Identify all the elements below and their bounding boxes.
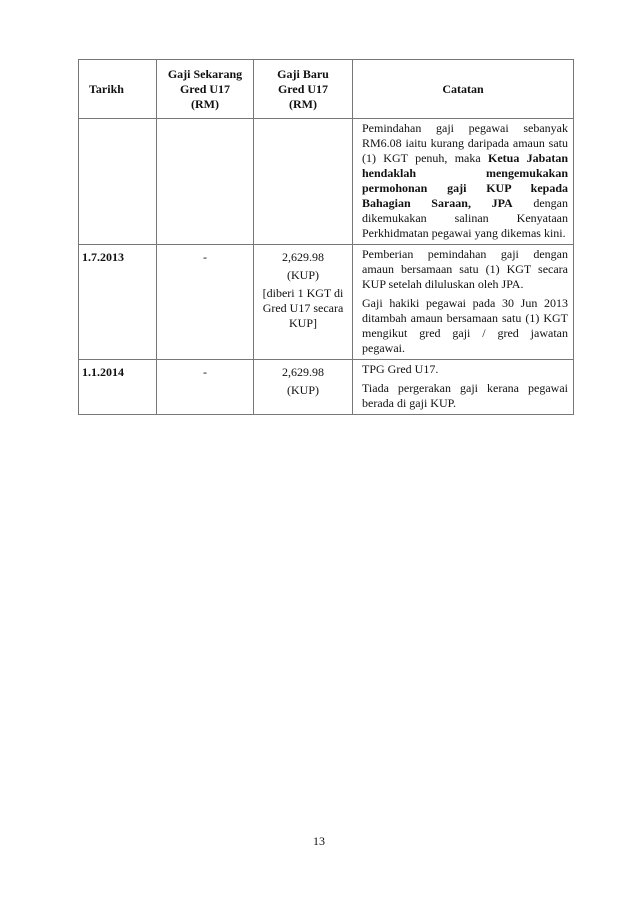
row2-new-amount: 2,629.98 [282, 250, 324, 264]
header-catatan: Catatan [353, 60, 574, 119]
row1-note-bold: Ketua Jabatan hendaklah mengemukakan permohonan gaji KUP kepada Bahagian Saraan, JPA [362, 151, 568, 210]
header-tarikh: Tarikh [79, 60, 157, 119]
row1-new-salary [254, 119, 353, 245]
row3-new-kup: (KUP) [287, 383, 319, 397]
row3-notes [353, 360, 574, 415]
row3-new-salary [254, 360, 353, 415]
row3-date: 1.1.2014 [79, 360, 157, 415]
header-gaji-sekarang-line: Gred U17 [179, 81, 231, 96]
row1-note-paragraph [362, 121, 568, 241]
page-number: 13 [313, 834, 325, 848]
row3-new-amount: 2,629.98 [282, 365, 324, 379]
row1-note-text: dengan dikemukakan salinan Kenyataan Perkhidmatan pegawai yang dikemas kini. [362, 196, 568, 240]
row2-note-paragraph: Gaji hakiki pegawai pada 30 Jun 2013 ditambah amaun bersamaan satu (1) KGT mengikut gred gaji / gred jawatan pegawai. [362, 296, 568, 355]
row3-note-paragraph: TPG Gred U17. [362, 362, 439, 376]
header-gaji-sekarang-line: Gaji Sekarang [167, 66, 243, 81]
table-row [79, 245, 574, 360]
row1-date [79, 119, 157, 245]
row2-new-note: [diberi 1 KGT di Gred U17 secara KUP] [262, 286, 344, 330]
header-gaji-baru-line: Gred U17 [277, 81, 329, 96]
row1-notes [353, 119, 574, 245]
row2-new-salary [254, 245, 353, 360]
salary-table [78, 59, 574, 415]
row2-new-kup: (KUP) [287, 268, 319, 282]
row2-date: 1.7.2013 [79, 245, 157, 360]
header-gaji-baru-line: Gaji Baru [277, 66, 329, 81]
header-gaji-baru-line: (RM) [289, 96, 317, 111]
header-gaji-sekarang [157, 60, 254, 119]
table-row [79, 119, 574, 245]
row2-note-paragraph: Pemberian pemindahan gaji dengan amaun bersamaan satu (1) KGT secara KUP setelah diluluskan oleh JPA. [362, 247, 568, 291]
table-header-row [79, 60, 574, 119]
row2-notes [353, 245, 574, 360]
row2-current-salary: - [157, 245, 254, 360]
header-gaji-sekarang-line: (RM) [191, 96, 219, 111]
row1-note-text: Pemindahan gaji pegawai sebanyak RM6.08 iaitu kurang daripada amaun satu (1) KGT penuh, maka [362, 121, 568, 165]
header-gaji-baru [254, 60, 353, 119]
row1-current-salary [157, 119, 254, 245]
row3-note-paragraph: Tiada pergerakan gaji kerana pegawai berada di gaji KUP. [362, 381, 568, 410]
row3-current-salary: - [157, 360, 254, 415]
table-row [79, 360, 574, 415]
